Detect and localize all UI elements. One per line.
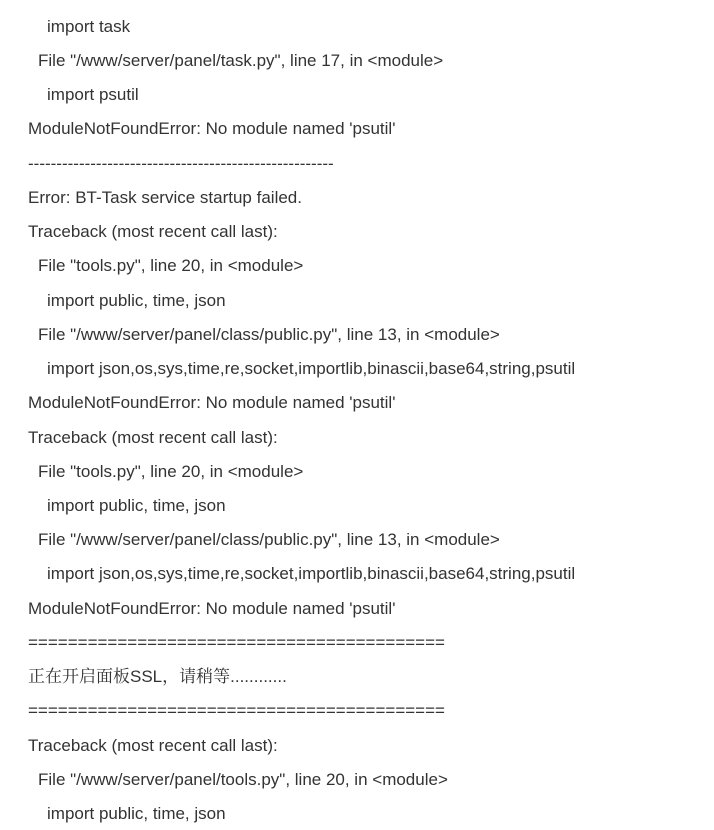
log-line: File "/www/server/panel/class/public.py", line 13, in <module>	[38, 325, 500, 344]
log-line: import psutil	[47, 85, 139, 104]
log-line: Error: BT-Task service startup failed.	[28, 188, 302, 207]
log-line: Traceback (most recent call last):	[28, 736, 278, 755]
log-line: ModuleNotFoundError: No module named 'psutil'	[28, 393, 396, 412]
log-separator: ==========================================	[28, 701, 445, 720]
log-line: ModuleNotFoundError: No module named 'psutil'	[28, 599, 396, 618]
log-separator: ------------------------------------------------------	[28, 154, 334, 173]
log-line: Traceback (most recent call last):	[28, 428, 278, 447]
log-line: import public, time, json	[47, 804, 226, 823]
log-line: import public, time, json	[47, 496, 226, 515]
log-line: Traceback (most recent call last):	[28, 222, 278, 241]
log-line: File "tools.py", line 20, in <module>	[38, 256, 304, 275]
log-line: import public, time, json	[47, 291, 226, 310]
log-line: ModuleNotFoundError: No module named 'psutil'	[28, 119, 396, 138]
log-line: File "/www/server/panel/tools.py", line 20, in <module>	[38, 770, 448, 789]
log-line: import json,os,sys,time,re,socket,importlib,binascii,base64,string,psutil	[47, 564, 576, 583]
log-line: File "/www/server/panel/task.py", line 17, in <module>	[38, 51, 444, 70]
log-line: File "tools.py", line 20, in <module>	[38, 462, 304, 481]
log-line: import json,os,sys,time,re,socket,importlib,binascii,base64,string,psutil	[47, 359, 576, 378]
log-separator: ==========================================	[28, 633, 445, 652]
log-line: import task	[47, 17, 131, 36]
log-line: File "/www/server/panel/class/public.py", line 13, in <module>	[38, 530, 500, 549]
log-line: 正在开启面板SSL，请稍等............	[28, 667, 287, 686]
